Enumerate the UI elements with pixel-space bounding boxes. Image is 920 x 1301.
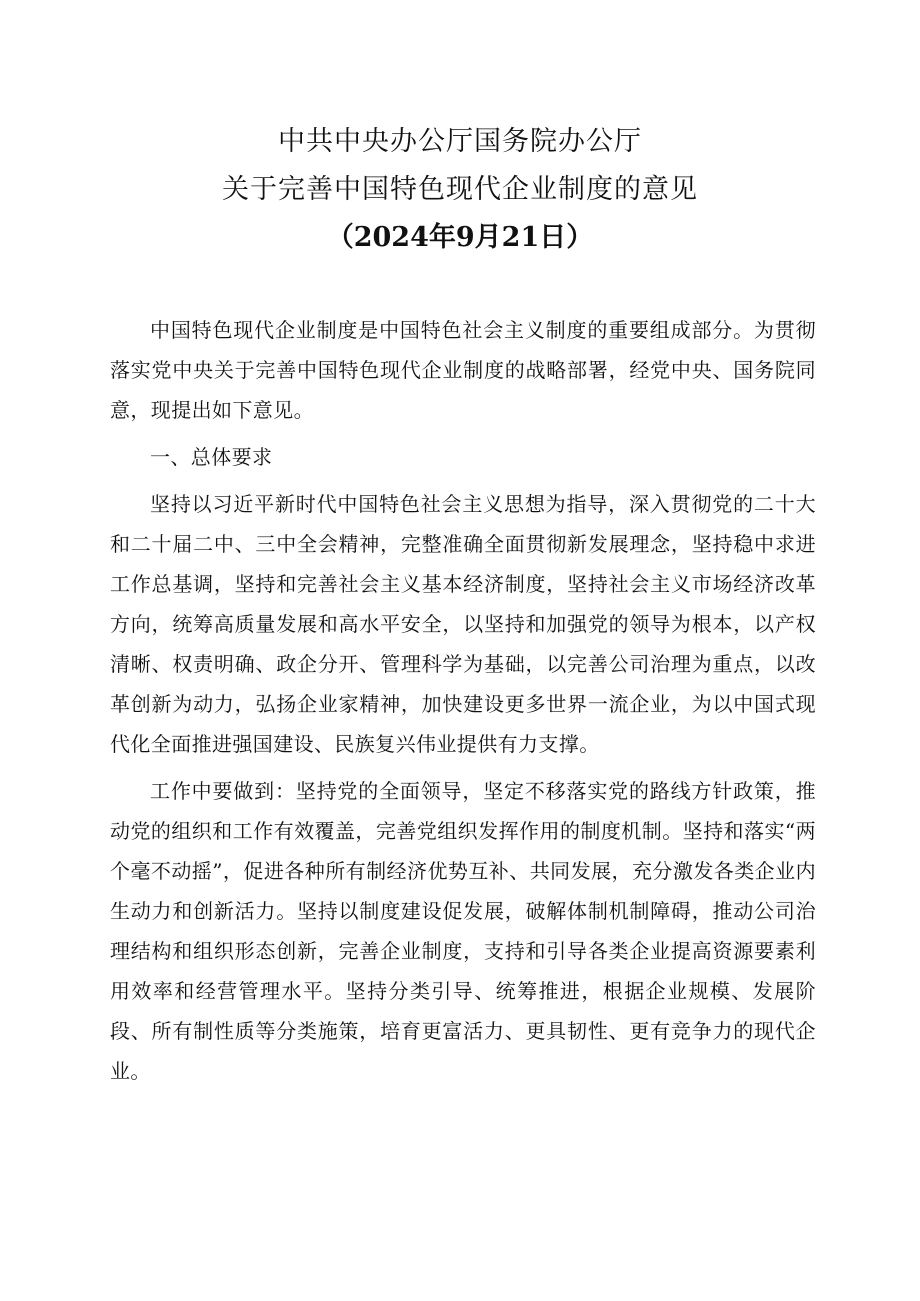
body-paragraph-2: 工作中要做到：坚持党的全面领导，坚定不移落实党的路线方针政策，推动党的组织和工作有效覆盖，完善党组织发挥作用的制度机制。坚持和落实“两个毫不动摇”，促进各种所有制经济优势互补、共同发展，充分激发各类企业内生动力和创新活力。坚持以制度建设促发展，破解体制机制障碍，推动公司治理结构和组织形态创新，完善企业制度，支持和引导各类企业提高资源要素利用效率和经营管理水平。坚持分类引导、统筹推进，根据企业规模、发展阶段、所有制性质等分类施策，培育更富活力、更具韧性、更有竞争力的现代企业。 — [110, 779, 816, 1083]
document-body — [110, 310, 816, 1098]
title-date: （2024年9月21日） — [326, 222, 594, 253]
title-issuer: 中共中央办公厅国务院办公厅 — [278, 126, 642, 157]
intro-paragraph: 中国特色现代企业制度是中国特色社会主义制度的重要组成部分。为贯彻落实党中央关于完善中国特色现代企业制度的战略部署，经党中央、国务院同意，现提出如下意见。 — [110, 318, 816, 422]
title-main: 关于完善中国特色现代企业制度的意见 — [222, 174, 698, 205]
document-title-block — [0, 118, 920, 262]
body-paragraph-1: 坚持以习近平新时代中国特色社会主义思想为指导，深入贯彻党的二十大和二十届二中、三中全会精神，完整准确全面贯彻新发展理念，坚持稳中求进工作总基调，坚持和完善社会主义基本经济制度，坚持社会主义市场经济改革方向，统筹高质量发展和高水平安全，以坚持和加强党的领导为根本，以产权清晰、权责明确、政企分开、管理科学为基础，以完善公司治理为重点，以改革创新为动力，弘扬企业家精神，加快建设更多世界一流企业，为以中国式现代化全面推进强国建设、民族复兴伟业提供有力支撑。 — [110, 492, 816, 756]
section-heading: 一、总体要求 — [150, 445, 273, 469]
